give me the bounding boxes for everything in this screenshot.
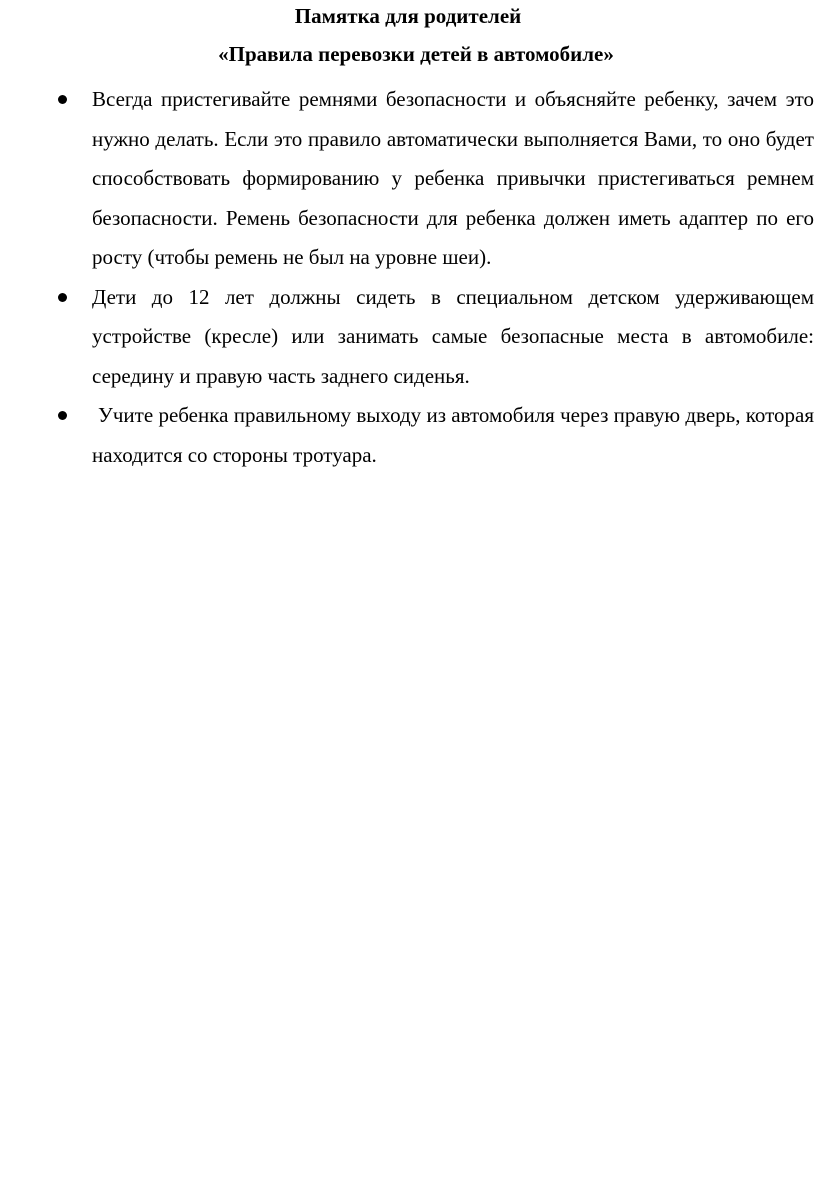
list-item-text: Всегда пристегивайте ремнями безопасности и объясняйте ребенку, зачем это нужно делать. Если это правило автоматически выполняется Вами, то оно будет способствовать формированию у ребенка привычки пристегиваться ремнем безопасности. Ремень безопасности для ребенка должен иметь адаптер по его росту (чтобы ремень не был на уровне шеи). bbox=[92, 87, 814, 269]
bullet-icon bbox=[58, 95, 67, 104]
bullet-icon bbox=[58, 293, 67, 302]
rules-list bbox=[0, 80, 816, 475]
bullet-icon bbox=[58, 411, 67, 420]
list-item-text: Дети до 12 лет должны сидеть в специальном детском удерживающем устройстве (кресле) или занимать самые безопасные места в автомобиле: середину и правую часть заднего сиденья. bbox=[92, 284, 814, 388]
list-item bbox=[0, 80, 816, 278]
document-subtitle: «Правила перевозки детей в автомобиле» bbox=[218, 42, 614, 66]
list-item bbox=[0, 278, 816, 397]
list-item bbox=[0, 396, 816, 475]
document-title: Памятка для родителей bbox=[294, 4, 522, 28]
list-item-text: Учите ребенка правильному выходу из автомобиля через правую дверь, которая находится со стороны тротуара. bbox=[92, 403, 814, 467]
